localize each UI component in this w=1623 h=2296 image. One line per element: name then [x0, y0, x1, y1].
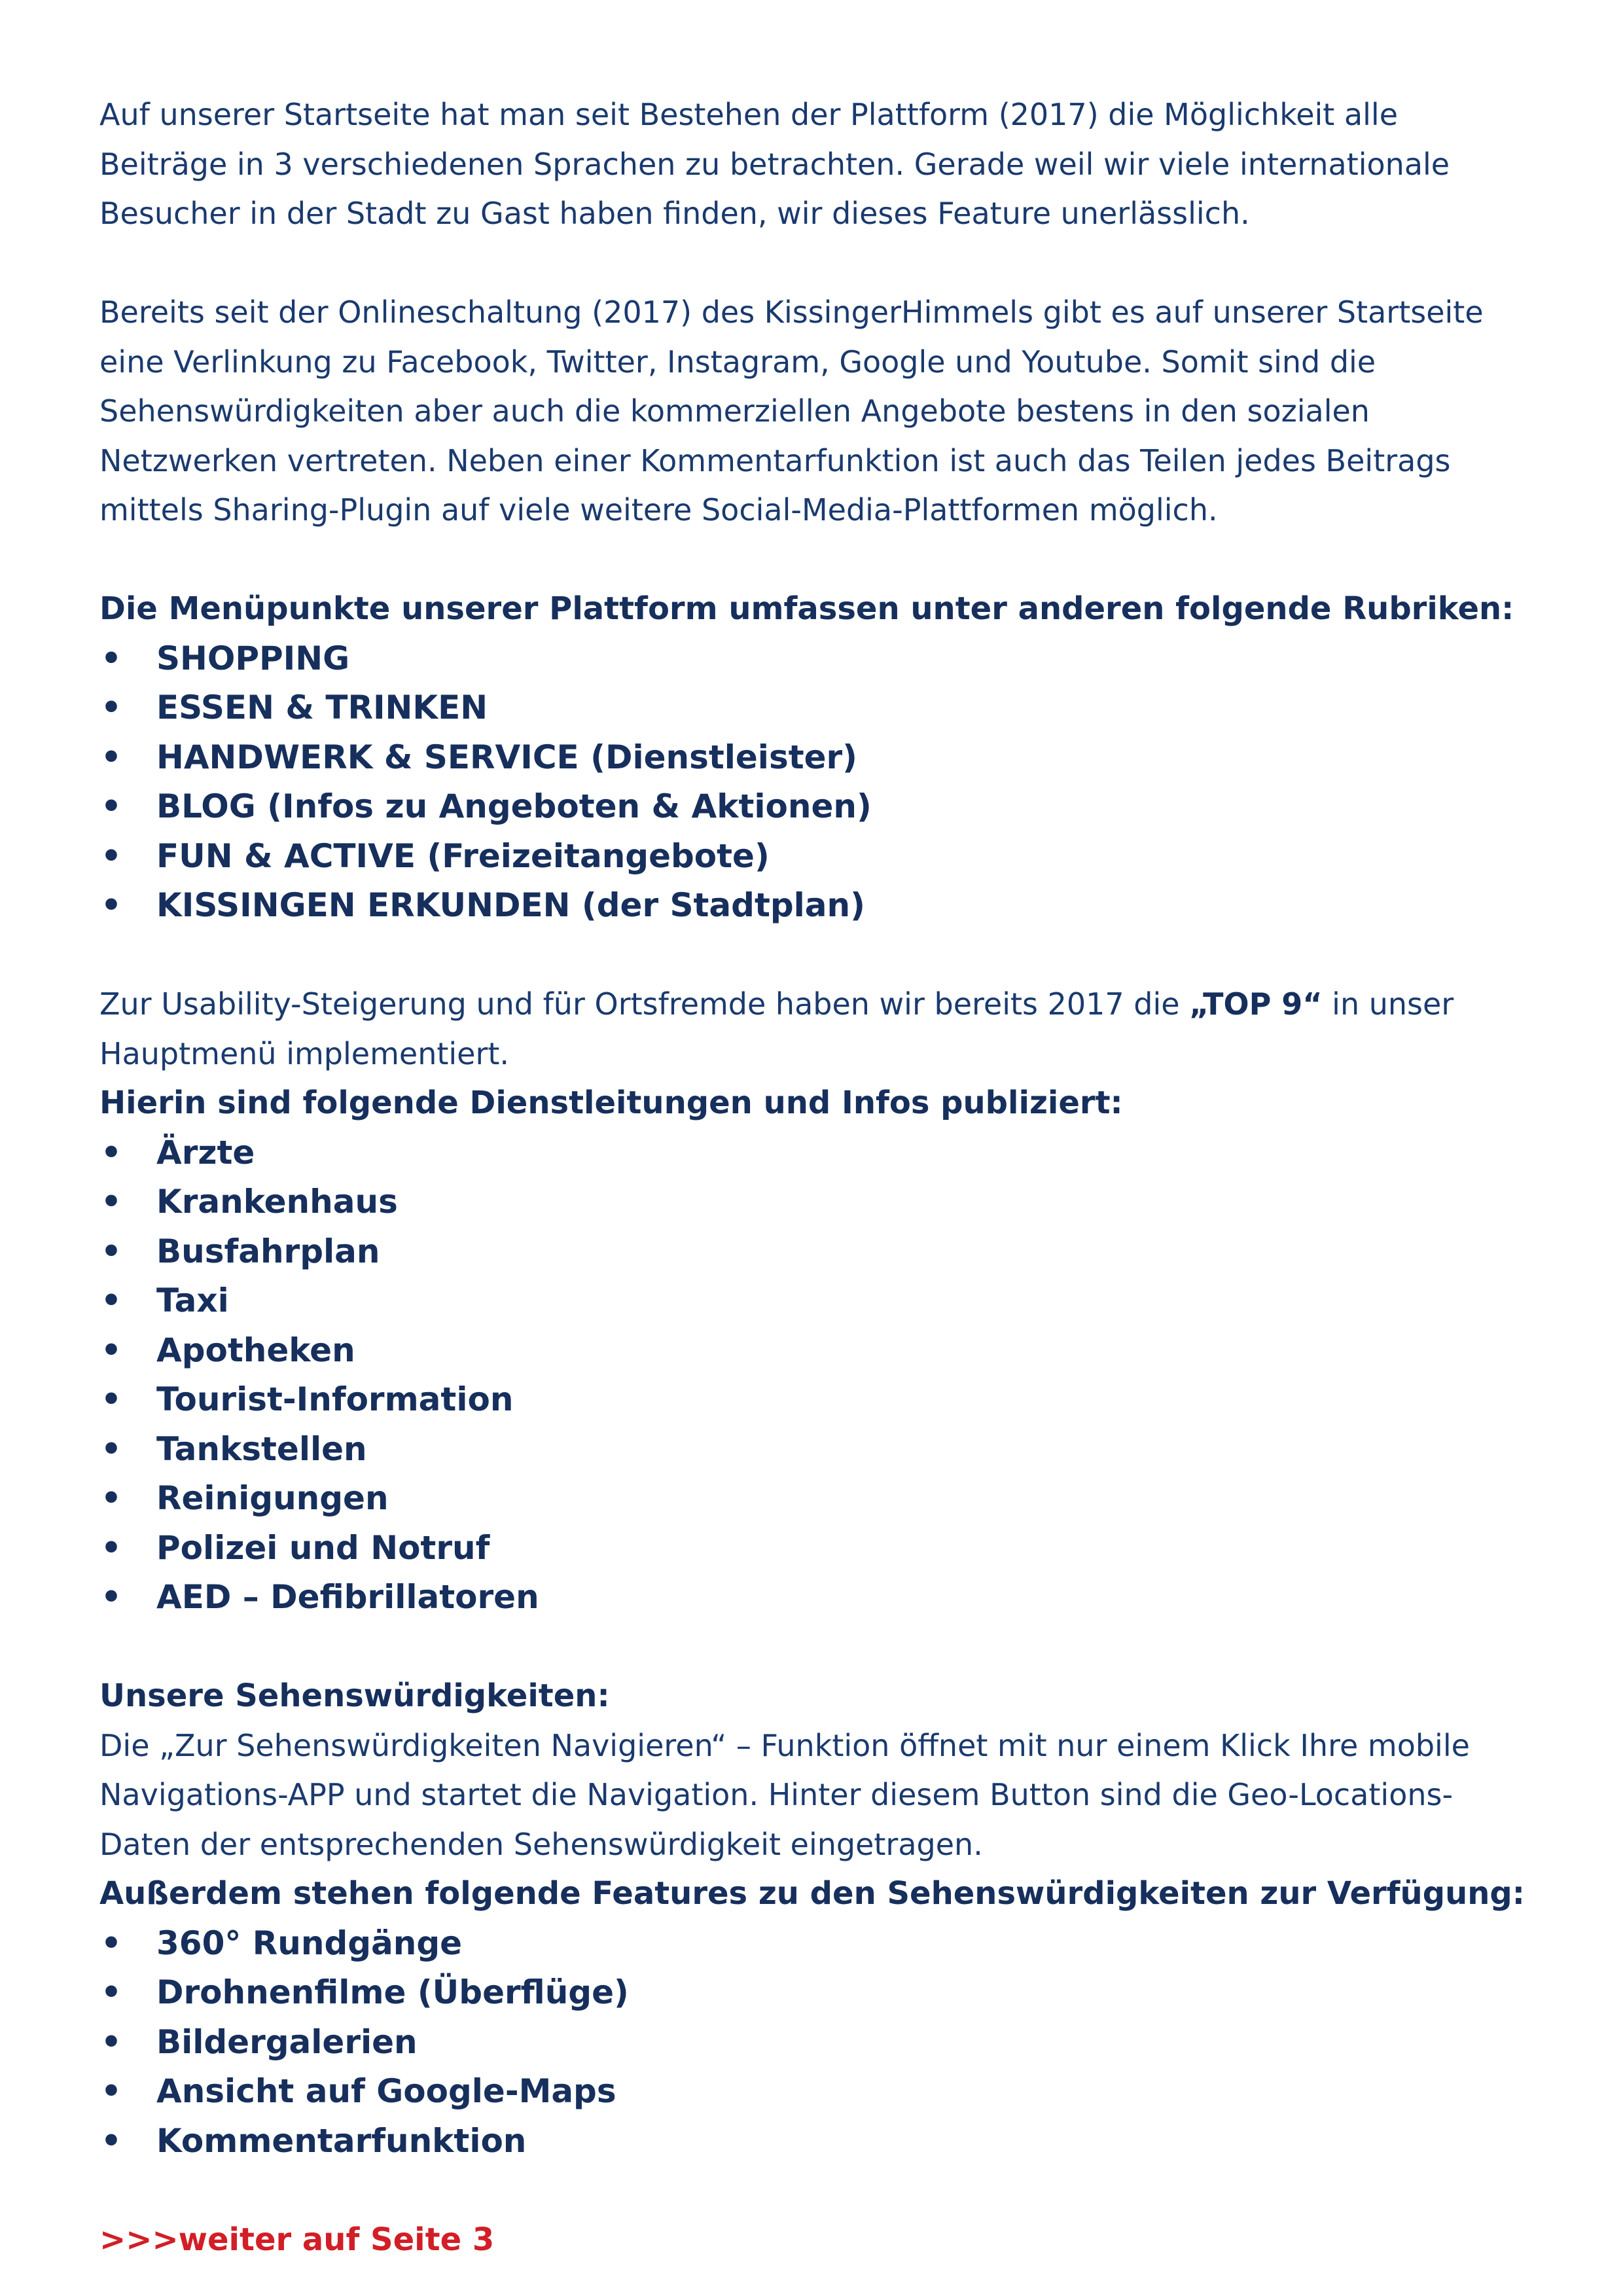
- list-item-label: FUN & ACTIVE (Freizeitangebote): [156, 836, 770, 875]
- bullet-icon: •: [101, 836, 122, 875]
- bullet-icon: •: [101, 2072, 122, 2110]
- spacer: [99, 239, 1526, 289]
- bullet-icon: •: [101, 689, 122, 726]
- list-item: [99, 881, 1526, 931]
- bullet-icon: •: [101, 1282, 122, 1319]
- top9-paragraph: [99, 980, 1526, 1079]
- list-item-label: SHOPPING: [156, 639, 350, 677]
- list-item: [99, 1375, 1526, 1425]
- list-item: [99, 1919, 1526, 1969]
- list-item: [99, 1524, 1526, 1573]
- list-item: [99, 1177, 1526, 1227]
- sights-paragraph: Die „Zur Sehenswürdigkeiten Navigieren“ – Funktion öffnet mit nur einem Klick Ihre mobile Navigations-APP und startet die Navigation. Hinter diesem Button sind die Geo-Locations-Daten der entsprechenden Sehenswürdigkeit eingetragen.: [99, 1727, 1470, 1862]
- list-item-label: AED – Defibrillatoren: [156, 1578, 539, 1616]
- bullet-icon: •: [101, 1429, 122, 1468]
- list-item-label: Tankstellen: [156, 1429, 367, 1468]
- list-item: [99, 2117, 1526, 2166]
- list-item-label: Apotheken: [156, 1331, 355, 1369]
- list-item-label: Bildergalerien: [156, 2022, 418, 2061]
- list-item-label: Busfahrplan: [156, 1232, 380, 1270]
- list-item: [99, 1227, 1526, 1277]
- list-item: [99, 832, 1526, 882]
- continue-page-link[interactable]: >>>weiter auf Seite 3: [99, 2221, 495, 2258]
- list-item-label: Taxi: [156, 1282, 229, 1319]
- menu-section-heading: Die Menüpunkte unserer Plattform umfassen unter anderen folgende Rubriken:: [99, 590, 1514, 627]
- spacer: [99, 535, 1526, 585]
- top9-services-list: [99, 1128, 1526, 1623]
- top9-text-after: in unser Hauptmenü implementiert.: [99, 986, 1454, 1071]
- bullet-icon: •: [101, 1183, 122, 1221]
- list-item-label: Polizei und Notruf: [156, 1528, 490, 1567]
- list-item-label: HANDWERK & SERVICE (Dienstleister): [156, 738, 858, 776]
- list-item: [99, 2067, 1526, 2117]
- list-item-label: Ärzte: [156, 1133, 255, 1172]
- list-item-label: BLOG (Infos zu Angeboten & Aktionen): [156, 787, 872, 825]
- bullet-icon: •: [101, 787, 122, 825]
- bullet-icon: •: [101, 1133, 122, 1172]
- list-item-label: Drohnenfilme (Überflüge): [156, 1973, 629, 2011]
- bullet-icon: •: [101, 2121, 122, 2160]
- bullet-icon: •: [101, 1973, 122, 2011]
- list-item: [99, 1474, 1526, 1524]
- bullet-icon: •: [101, 1924, 122, 1962]
- top9-heading: Hierin sind folgende Dienstleitungen und Infos publiziert:: [99, 1085, 1123, 1121]
- bullet-icon: •: [101, 1479, 122, 1517]
- list-item-label: ESSEN & TRINKEN: [156, 689, 488, 726]
- bullet-icon: •: [101, 1578, 122, 1616]
- list-item-label: Tourist-Information: [156, 1380, 514, 1418]
- list-item: [99, 1326, 1526, 1376]
- list-item: [99, 1573, 1526, 1623]
- social-media-paragraph: Bereits seit der Onlineschaltung (2017) des KissingerHimmels gibt es auf unserer Startseite eine Verlinkung zu Facebook, Twitter, Instagram, Google und Youtube. Somit sind die Sehenswürdigkeiten aber auch die kommerziellen Angebote bestens in den sozialen Netzwerken vertreten. Neben einer Kommentarfunktion ist auch das Teilen jedes Beitrags mittels Sharing-Plugin auf viele weitere Social-Media-Plattformen möglich.: [99, 295, 1484, 528]
- list-item-label: Reinigungen: [156, 1479, 389, 1517]
- sights-features-heading: Außerdem stehen folgende Features zu den Sehenswürdigkeiten zur Verfügung:: [99, 1875, 1525, 1912]
- list-item: [99, 1276, 1526, 1326]
- list-item-label: 360° Rundgänge: [156, 1924, 463, 1962]
- bullet-icon: •: [101, 1380, 122, 1418]
- bullet-icon: •: [101, 2022, 122, 2061]
- spacer: [99, 2166, 1526, 2215]
- page-content: [99, 90, 1526, 2265]
- list-item: [99, 1128, 1526, 1178]
- list-item: [99, 634, 1526, 684]
- top9-highlight: „TOP 9“: [1189, 986, 1323, 1022]
- sights-heading: Unsere Sehenswürdigkeiten:: [99, 1677, 610, 1714]
- bullet-icon: •: [101, 1528, 122, 1567]
- spacer: [99, 931, 1526, 980]
- list-item: [99, 733, 1526, 783]
- spacer: [99, 1623, 1526, 1672]
- bullet-icon: •: [101, 1232, 122, 1270]
- list-item: [99, 1968, 1526, 2018]
- languages-paragraph: Auf unserer Startseite hat man seit Bestehen der Plattform (2017) die Möglichkeit alle Beiträge in 3 verschiedenen Sprachen zu betrachten. Gerade weil wir viele internationale Besucher in der Stadt zu Gast haben finden, wir dieses Feature unerlässlich.: [99, 97, 1450, 231]
- list-item-label: Kommentarfunktion: [156, 2121, 527, 2160]
- list-item: [99, 683, 1526, 733]
- list-item: [99, 1425, 1526, 1475]
- menu-categories-list: [99, 634, 1526, 931]
- bullet-icon: •: [101, 886, 122, 924]
- list-item: [99, 2018, 1526, 2068]
- top9-text-before: Zur Usability-Steigerung und für Ortsfremde haben wir bereits 2017 die: [99, 986, 1190, 1022]
- bullet-icon: •: [101, 1331, 122, 1369]
- bullet-icon: •: [101, 738, 122, 776]
- bullet-icon: •: [101, 639, 122, 677]
- list-item-label: Krankenhaus: [156, 1183, 398, 1221]
- list-item-label: KISSINGEN ERKUNDEN (der Stadtplan): [156, 886, 865, 924]
- list-item-label: Ansicht auf Google-Maps: [156, 2072, 616, 2110]
- list-item: [99, 782, 1526, 832]
- sights-features-list: [99, 1919, 1526, 2166]
